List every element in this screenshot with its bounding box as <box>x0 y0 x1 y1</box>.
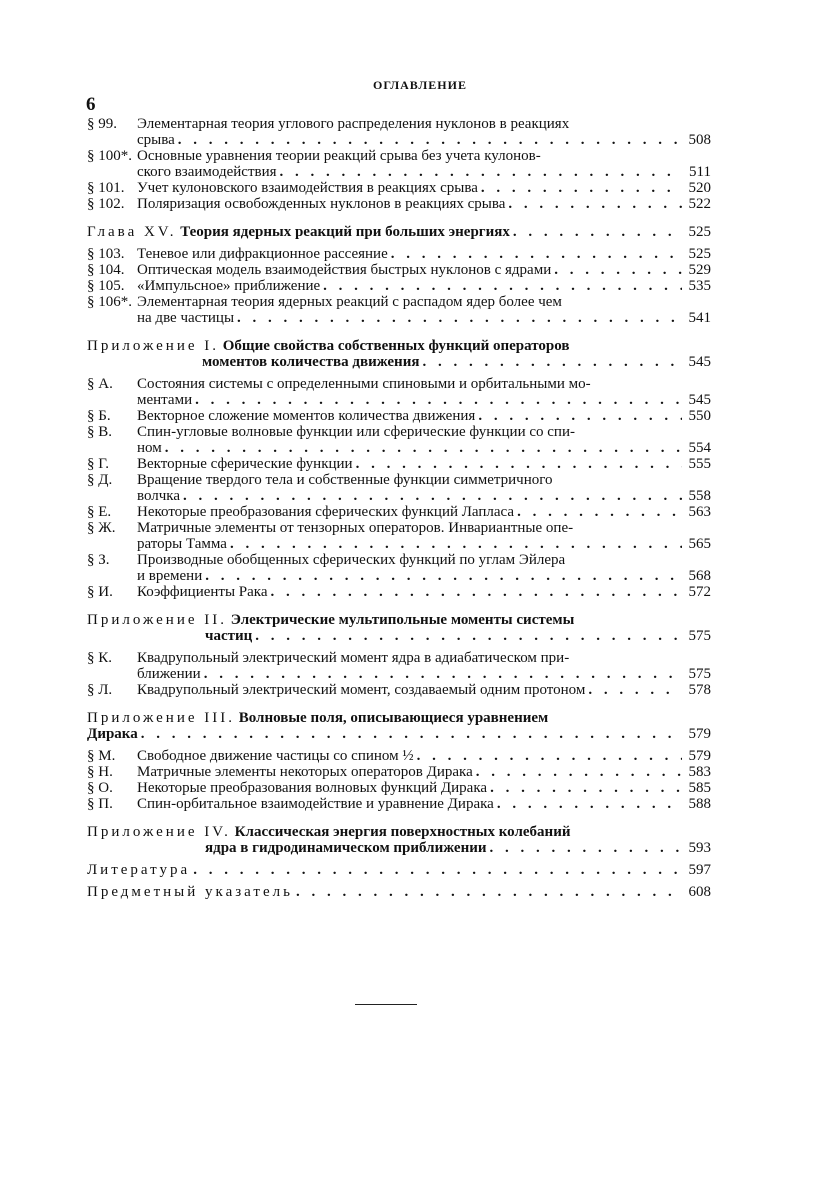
appendix-title: Классическая энергия поверхностных колебаний <box>234 824 571 840</box>
toc-chapter-15[interactable] <box>87 224 711 240</box>
leader-dots <box>391 246 682 262</box>
toc-entry-V[interactable] <box>87 424 711 456</box>
toc-entry-Zh[interactable] <box>87 520 711 552</box>
toc-entry-103[interactable] <box>87 246 711 262</box>
leader-dots <box>490 840 683 856</box>
page-ref: 535 <box>688 278 711 294</box>
appendix-title-cont: моментов количества движения <box>202 354 420 370</box>
section-number: § А. <box>87 376 113 392</box>
entry-title: Матричные элементы некоторых операторов Дирака <box>137 764 473 780</box>
page-ref: 572 <box>688 584 711 600</box>
section-number: § П. <box>87 796 113 812</box>
entry-title-cont: ментами <box>137 392 193 408</box>
literature-label: Литература <box>87 862 191 878</box>
page-ref: 550 <box>688 408 711 424</box>
toc-entry-D[interactable] <box>87 472 711 504</box>
leader-dots <box>422 354 682 370</box>
entry-title: Некоторые преобразования сферических функций Лапласа <box>137 504 515 520</box>
toc-entry-L[interactable] <box>87 682 711 698</box>
page-ref: 575 <box>688 628 711 644</box>
section-number: § Г. <box>87 456 109 472</box>
leader-dots <box>230 536 682 552</box>
leader-dots <box>478 408 682 424</box>
leader-dots <box>141 726 682 742</box>
page-ref: 522 <box>688 196 711 212</box>
entry-title: Элементарная теория ядерных реакций с распадом ядер более чем <box>137 294 562 310</box>
toc-entry-E[interactable] <box>87 504 711 520</box>
entry-title: Оптическая модель взаимодействия быстрых нуклонов с ядрами <box>137 262 552 278</box>
page-ref: 525 <box>688 224 711 240</box>
leader-dots <box>205 568 682 584</box>
section-number: § 99. <box>87 116 117 132</box>
leader-dots <box>280 164 682 180</box>
toc-entry-K[interactable] <box>87 650 711 682</box>
entry-title: Векторные сферические функции <box>137 456 353 472</box>
page-ref: 554 <box>688 440 711 456</box>
section-number: § З. <box>87 552 110 568</box>
section-number: § Л. <box>87 682 113 698</box>
appendix-title-cont: ядра в гидродинамическом приближении <box>205 840 487 856</box>
leader-dots <box>417 748 682 764</box>
page-ref: 558 <box>688 488 711 504</box>
leader-dots <box>193 862 682 878</box>
entry-title: Производные обобщенных сферических функций по углам Эйлера <box>137 552 566 568</box>
toc-entry-O[interactable] <box>87 780 711 796</box>
toc-entry-101[interactable] <box>87 180 711 196</box>
entry-title: Спин-угловые волновые функции или сферические функции со спи- <box>137 424 575 440</box>
page-ref: 555 <box>688 456 711 472</box>
entry-title-cont: ближении <box>137 666 201 682</box>
entry-title: Элементарная теория углового распределения нуклонов в реакциях <box>137 116 570 132</box>
table-of-contents <box>87 116 711 906</box>
leader-dots <box>195 392 682 408</box>
page-ref: 568 <box>688 568 711 584</box>
page-ref: 545 <box>688 354 711 370</box>
page-ref: 541 <box>688 310 711 326</box>
leader-dots <box>497 796 682 812</box>
entry-title-cont: срыва <box>137 132 175 148</box>
page-ref: 608 <box>688 884 711 900</box>
chapter-label: Глава XV. <box>87 224 177 240</box>
entry-title: Спин-орбитальное взаимодействие и уравнение Дирака <box>137 796 494 812</box>
section-number: § Ж. <box>87 520 116 536</box>
toc-entry-I[interactable] <box>87 584 711 600</box>
appendix-title: Электрические мультипольные моменты системы <box>230 612 575 628</box>
toc-entry-Z[interactable] <box>87 552 711 584</box>
toc-entry-106[interactable] <box>87 294 711 326</box>
page-ref: 508 <box>688 132 711 148</box>
toc-entry-M[interactable] <box>87 748 711 764</box>
page-ref: 525 <box>688 246 711 262</box>
leader-dots <box>178 132 682 148</box>
appendix-title: Общие свойства собственных функций операторов <box>222 338 570 354</box>
toc-entry-102[interactable] <box>87 196 711 212</box>
section-number: § 100*. <box>87 148 132 164</box>
appendix-title-cont: частиц <box>205 628 253 644</box>
appendix-label: Приложение IV. <box>87 824 231 840</box>
section-number: § 103. <box>87 246 125 262</box>
entry-title: Основные уравнения теории реакций срыва без учета кулонов- <box>137 148 541 164</box>
section-number: § И. <box>87 584 113 600</box>
page-ref: 597 <box>688 862 711 878</box>
leader-dots <box>476 764 682 780</box>
entry-title: Состояния системы с определенными спиновыми и орбитальными мо- <box>137 376 591 392</box>
leader-dots <box>588 682 682 698</box>
entry-title: Квадрупольный электрический момент ядра в адиабатическом при- <box>137 650 570 666</box>
entry-title-cont: ном <box>137 440 162 456</box>
entry-title-cont: ского взаимодействия <box>137 164 277 180</box>
entry-title: Учет кулоновского взаимодействия в реакциях срыва <box>137 180 478 196</box>
page-ref: 529 <box>688 262 711 278</box>
entry-title: «Импульсное» приближение <box>137 278 321 294</box>
leader-dots <box>513 224 682 240</box>
section-number: § 105. <box>87 278 125 294</box>
page-ref: 565 <box>688 536 711 552</box>
section-number: § Н. <box>87 764 113 780</box>
subject-index-label: Предметный указатель <box>87 884 293 900</box>
entry-title: Свободное движение частицы со спином ½ <box>137 748 414 764</box>
section-number: § К. <box>87 650 113 666</box>
page-ref: 520 <box>688 180 711 196</box>
toc-entry-A[interactable] <box>87 376 711 408</box>
toc-entry-P[interactable] <box>87 796 711 812</box>
leader-dots <box>481 180 682 196</box>
page-ref: 579 <box>688 748 711 764</box>
toc-entry-G[interactable] <box>87 456 711 472</box>
section-number: § Д. <box>87 472 113 488</box>
page-number: 6 <box>86 94 96 115</box>
section-number: § В. <box>87 424 113 440</box>
toc-entry-100[interactable] <box>87 148 711 180</box>
section-number: § Б. <box>87 408 111 424</box>
entry-title: Вращение твердого тела и собственные функции симметричного <box>137 472 553 488</box>
leader-dots <box>323 278 682 294</box>
entry-title: Коэффициенты Рака <box>137 584 268 600</box>
section-number: § М. <box>87 748 116 764</box>
section-number: § 101. <box>87 180 125 196</box>
leader-dots <box>517 504 682 520</box>
page-ref: 545 <box>688 392 711 408</box>
leader-dots <box>183 488 682 504</box>
page-ref: 579 <box>688 726 711 742</box>
page-ref: 588 <box>688 796 711 812</box>
end-rule <box>355 1004 417 1005</box>
chapter-title: Теория ядерных реакций при больших энергиях <box>180 224 510 240</box>
toc-entry-104[interactable] <box>87 262 711 278</box>
appendix-title-cont: Дирака <box>87 726 138 742</box>
appendix-label: Приложение I. <box>87 338 220 354</box>
toc-subject-index[interactable] <box>87 884 711 900</box>
appendix-label: Приложение II. <box>87 612 227 628</box>
toc-appendix-2[interactable] <box>87 612 711 644</box>
entry-title-cont: раторы Тамма <box>137 536 227 552</box>
leader-dots <box>490 780 682 796</box>
toc-entry-N[interactable] <box>87 764 711 780</box>
section-number: § 106*. <box>87 294 132 310</box>
page-ref: 583 <box>688 764 711 780</box>
leader-dots <box>356 456 682 472</box>
toc-appendix-4[interactable] <box>87 824 711 856</box>
toc-appendix-1[interactable] <box>87 338 711 370</box>
leader-dots <box>508 196 682 212</box>
entry-title: Матричные элементы от тензорных операторов. Инвариантные опе- <box>137 520 574 536</box>
entry-title: Поляризация освобожденных нуклонов в реакциях срыва <box>137 196 506 212</box>
leader-dots <box>165 440 682 456</box>
entry-title: Квадрупольный электрический момент, создаваемый одним протоном <box>137 682 586 698</box>
page-ref: 563 <box>688 504 711 520</box>
entry-title: Векторное сложение моментов количества движения <box>137 408 476 424</box>
page-ref: 593 <box>688 840 711 856</box>
entry-title-cont: и времени <box>137 568 203 584</box>
toc-literature[interactable] <box>87 862 711 878</box>
running-header: ОГЛАВЛЕНИЕ <box>373 78 467 92</box>
leader-dots <box>554 262 682 278</box>
toc-appendix-3[interactable] <box>87 710 711 742</box>
appendix-title: Волновые поля, описывающиеся уравнением <box>238 710 549 726</box>
toc-entry-105[interactable] <box>87 278 711 294</box>
section-number: § О. <box>87 780 113 796</box>
entry-title-cont: волчка <box>137 488 181 504</box>
toc-entry-99[interactable] <box>87 116 711 148</box>
section-number: § Е. <box>87 504 112 520</box>
page-ref: 578 <box>688 682 711 698</box>
entry-title-cont: на две частицы <box>137 310 235 326</box>
section-number: § 102. <box>87 196 125 212</box>
leader-dots <box>255 628 682 644</box>
section-number: § 104. <box>87 262 125 278</box>
leader-dots <box>296 884 682 900</box>
leader-dots <box>204 666 682 682</box>
entry-title: Теневое или дифракционное рассеяние <box>137 246 388 262</box>
leader-dots <box>271 584 682 600</box>
page-ref: 585 <box>688 780 711 796</box>
page-ref: 511 <box>689 164 711 180</box>
leader-dots <box>237 310 682 326</box>
entry-title: Некоторые преобразования волновых функций Дирака <box>137 780 488 796</box>
page-ref: 575 <box>688 666 711 682</box>
toc-entry-B[interactable] <box>87 408 711 424</box>
appendix-label: Приложение III. <box>87 710 235 726</box>
